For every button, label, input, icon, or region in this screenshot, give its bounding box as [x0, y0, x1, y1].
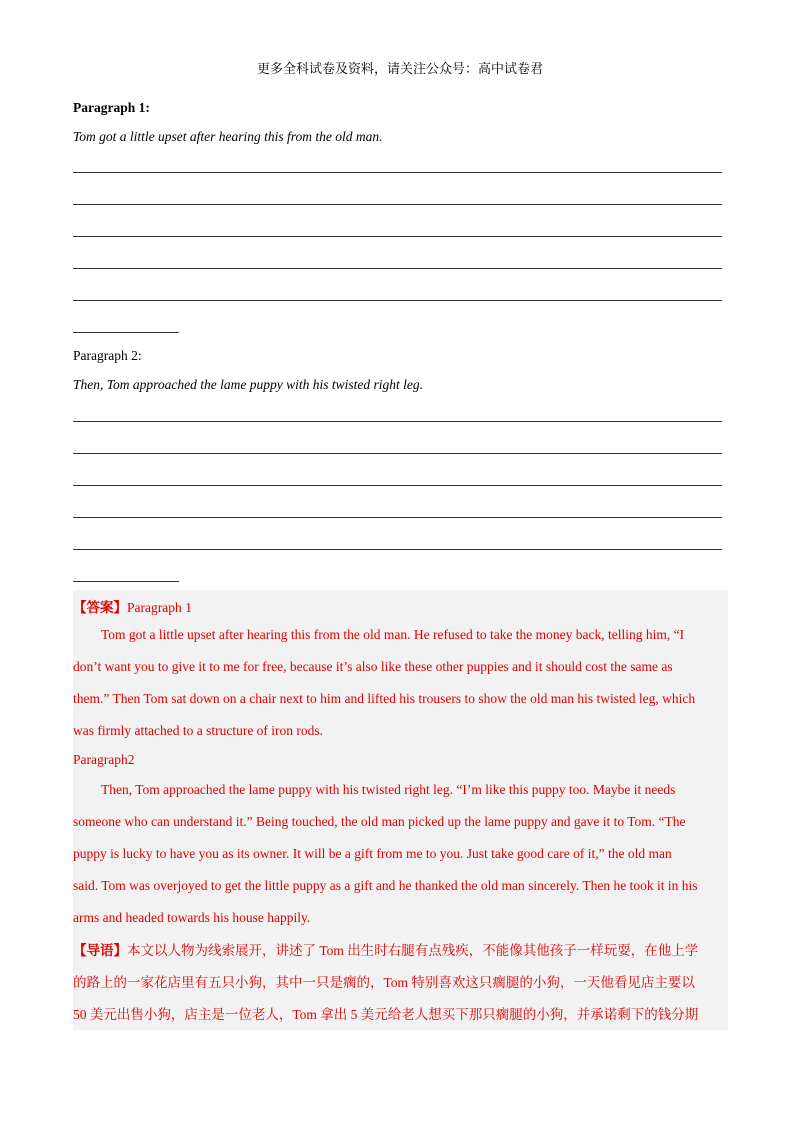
answer-tag: 【答案】 [73, 600, 127, 615]
answer-p2-line: puppy is lucky to have you as its owner. It will be a gift from me to you. Just take good care of it,” the old man [73, 846, 672, 861]
guide-tag: 【导语】 [73, 943, 127, 958]
answer-p2-heading: Paragraph2 [73, 752, 135, 767]
answer-p1-line: them.” Then Tom sat down on a chair next to him and lifted his trousers to show the old man his twisted leg, which [73, 691, 696, 706]
writing-line [73, 268, 722, 269]
answer-heading [73, 596, 192, 616]
guide-line: 50 美元出售小狗，店主是一位老人，Tom 拿出 5 美元给老人想买下那只瘸腿的小狗，并承诺剩下的钱分期 [73, 1007, 699, 1022]
guide-line [73, 939, 698, 959]
guide-text: 本文以人物为线索展开，讲述了 Tom 出生时右腿有点残疾，不能像其他孩子一样玩耍，在他上学 [127, 943, 699, 958]
guide-line: 的路上的一家花店里有五只小狗，其中一只是瘸的，Tom 特别喜欢这只瘸腿的小狗，一天他看见店主要以 [73, 975, 695, 990]
writing-line [73, 300, 722, 301]
answer-p2-line: someone who can understand it.” Being touched, the old man picked up the lame puppy and gave it to Tom. “The [73, 814, 686, 829]
page-header: 更多全科试卷及资料，请关注公众号：高中试卷君 [256, 61, 543, 76]
answer-p1-line: was firmly attached to a structure of iron rods. [73, 723, 324, 738]
answer-p2-line: Then, Tom approached the lame puppy with his twisted right leg. “I’m like this puppy too. Maybe it needs [101, 782, 676, 797]
writing-line [73, 204, 722, 205]
writing-line-short [73, 581, 179, 582]
writing-line [73, 549, 722, 550]
answer-p2-line: said. Tom was overjoyed to get the little puppy as a gift and he thanked the old man sincerely. Then he took it in his [73, 878, 698, 893]
writing-line [73, 453, 722, 454]
paragraph-2-prompt: Then, Tom approached the lame puppy with his twisted right leg. [73, 377, 423, 392]
answer-p1-heading: Paragraph 1 [127, 600, 192, 615]
answer-section [73, 590, 728, 1030]
paragraph-1-title: Paragraph 1: [73, 100, 150, 115]
answer-p1-line: Tom got a little upset after hearing this from the old man. He refused to take the money back, telling him, “I [101, 627, 685, 642]
answer-p1-line: don’t want you to give it to me for free, because it’s also like these other puppies and it should cost the same as [73, 659, 673, 674]
writing-line [73, 485, 722, 486]
writing-line [73, 236, 722, 237]
paragraph-1-prompt: Tom got a little upset after hearing this from the old man. [73, 129, 383, 144]
writing-line [73, 172, 722, 173]
answer-p2-line: arms and headed towards his house happily. [73, 910, 311, 925]
writing-line-short [73, 332, 179, 333]
writing-line [73, 517, 722, 518]
paragraph-2-title: Paragraph 2: [73, 348, 142, 363]
writing-line [73, 421, 722, 422]
